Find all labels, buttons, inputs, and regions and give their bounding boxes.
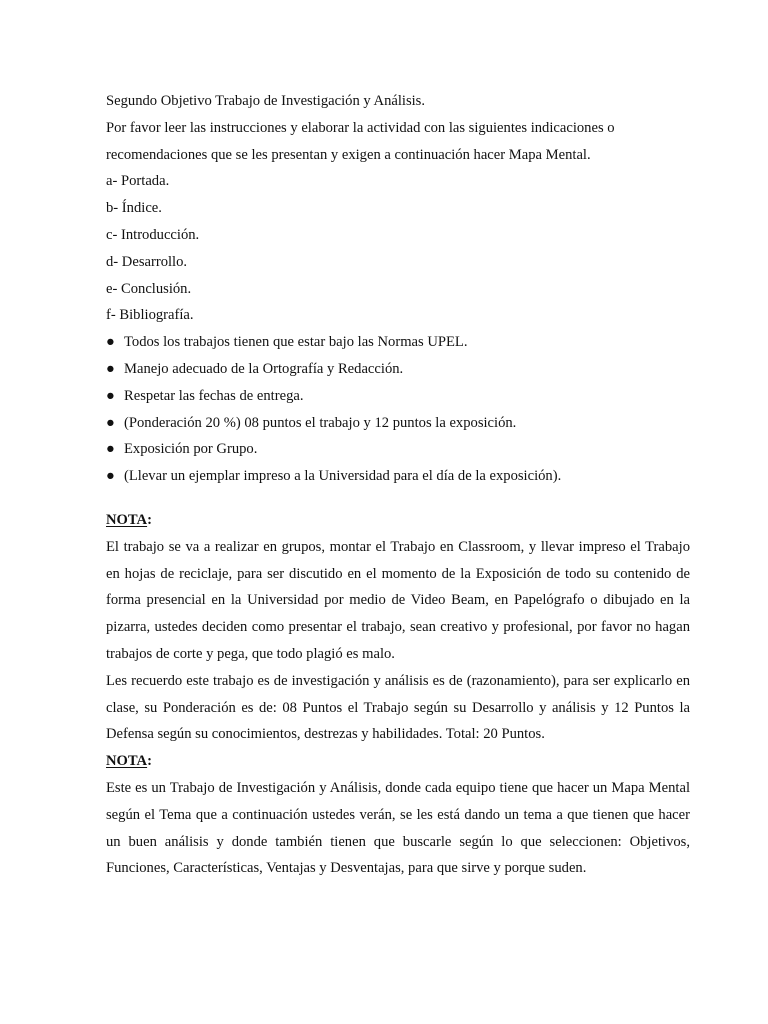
section-item-indice: b- Índice. (106, 200, 162, 217)
bullet-item (106, 329, 690, 356)
spacer (106, 490, 690, 507)
bullet-item (106, 356, 690, 383)
bullet-icon: ● (106, 441, 115, 458)
intro-line-2: recomendaciones que se les presentan y exigen a continuación hacer Mapa Mental. (106, 146, 591, 163)
nota-1-paragraph-2: Les recuerdo este trabajo es de investigación y análisis es de (razonamiento), para ser explicarlo en clase, su Ponderación es de: 08 Puntos el Trabajo según su Desarrollo y análisis y 12 Puntos la Defensa según su conocimientos, destrezas y habilidades. Total: 20 Puntos. (106, 672, 690, 743)
bullet-icon: ● (106, 334, 115, 351)
nota-heading-2 (106, 748, 690, 775)
bullet-text: (Ponderación 20 %) 08 puntos el trabajo y 12 puntos la exposición. (124, 414, 517, 431)
section-item-desarrollo: d- Desarrollo. (106, 253, 188, 270)
bullet-icon: ● (106, 360, 115, 377)
section-list (106, 168, 690, 329)
section-item-bibliografia: f- Bibliografía. (106, 307, 194, 324)
nota-label: NOTA (106, 511, 148, 528)
section-item-portada: a- Portada. (106, 173, 170, 190)
bullet-text: Manejo adecuado de la Ortografía y Redacción. (124, 360, 404, 377)
nota-2-paragraph: Este es un Trabajo de Investigación y Análisis, donde cada equipo tiene que hacer un Mapa Mental según el Tema que a continuación ustedes verán, se les está dando un tema a que tienen que hacer un buen análisis y donde también tienen que buscarle según lo que seleccionen: Objetivos, Funciones, Características, Ventajas y Desventajas, para que sirve y porque suden. (106, 779, 690, 877)
bullet-list (106, 329, 690, 490)
bullet-text: Respetar las fechas de entrega. (124, 387, 304, 404)
bullet-item (106, 410, 690, 437)
bullet-item (106, 436, 690, 463)
nota-1-paragraph-1: El trabajo se va a realizar en grupos, montar el Trabajo en Classroom, y llevar impreso el Trabajo en hojas de reciclaje, para ser discutido en el momento de la Exposición de todo su contenido de forma presencial en la Universidad por medio de Video Beam, en Papelógrafo o dibujado en la pizarra, ustedes deciden como presentar el trabajo, sean creativo y profesional, por favor no hagan trabajos de corte y pega, que todo plagió es malo. (106, 538, 690, 662)
bullet-icon: ● (106, 414, 115, 431)
bullet-item (106, 463, 690, 490)
nota-colon: : (147, 753, 152, 770)
bullet-icon: ● (106, 468, 115, 485)
document-title: Segundo Objetivo Trabajo de Investigación y Análisis. (106, 93, 426, 109)
intro-line-1: Por favor leer las instrucciones y elaborar la actividad con las siguientes indicaciones o (106, 119, 615, 136)
section-item-conclusion: e- Conclusión. (106, 280, 192, 297)
bullet-item (106, 383, 690, 410)
section-item-introduccion: c- Introducción. (106, 226, 200, 243)
nota-heading-1 (106, 507, 690, 534)
bullet-text: Exposición por Grupo. (124, 441, 258, 458)
bullet-icon: ● (106, 387, 115, 404)
bullet-text: Todos los trabajos tienen que estar bajo las Normas UPEL. (124, 334, 468, 351)
document-body (106, 88, 690, 882)
bullet-text: (Llevar un ejemplar impreso a la Universidad para el día de la exposición). (124, 468, 562, 485)
nota-colon: : (147, 511, 152, 528)
nota-label: NOTA (106, 753, 148, 770)
